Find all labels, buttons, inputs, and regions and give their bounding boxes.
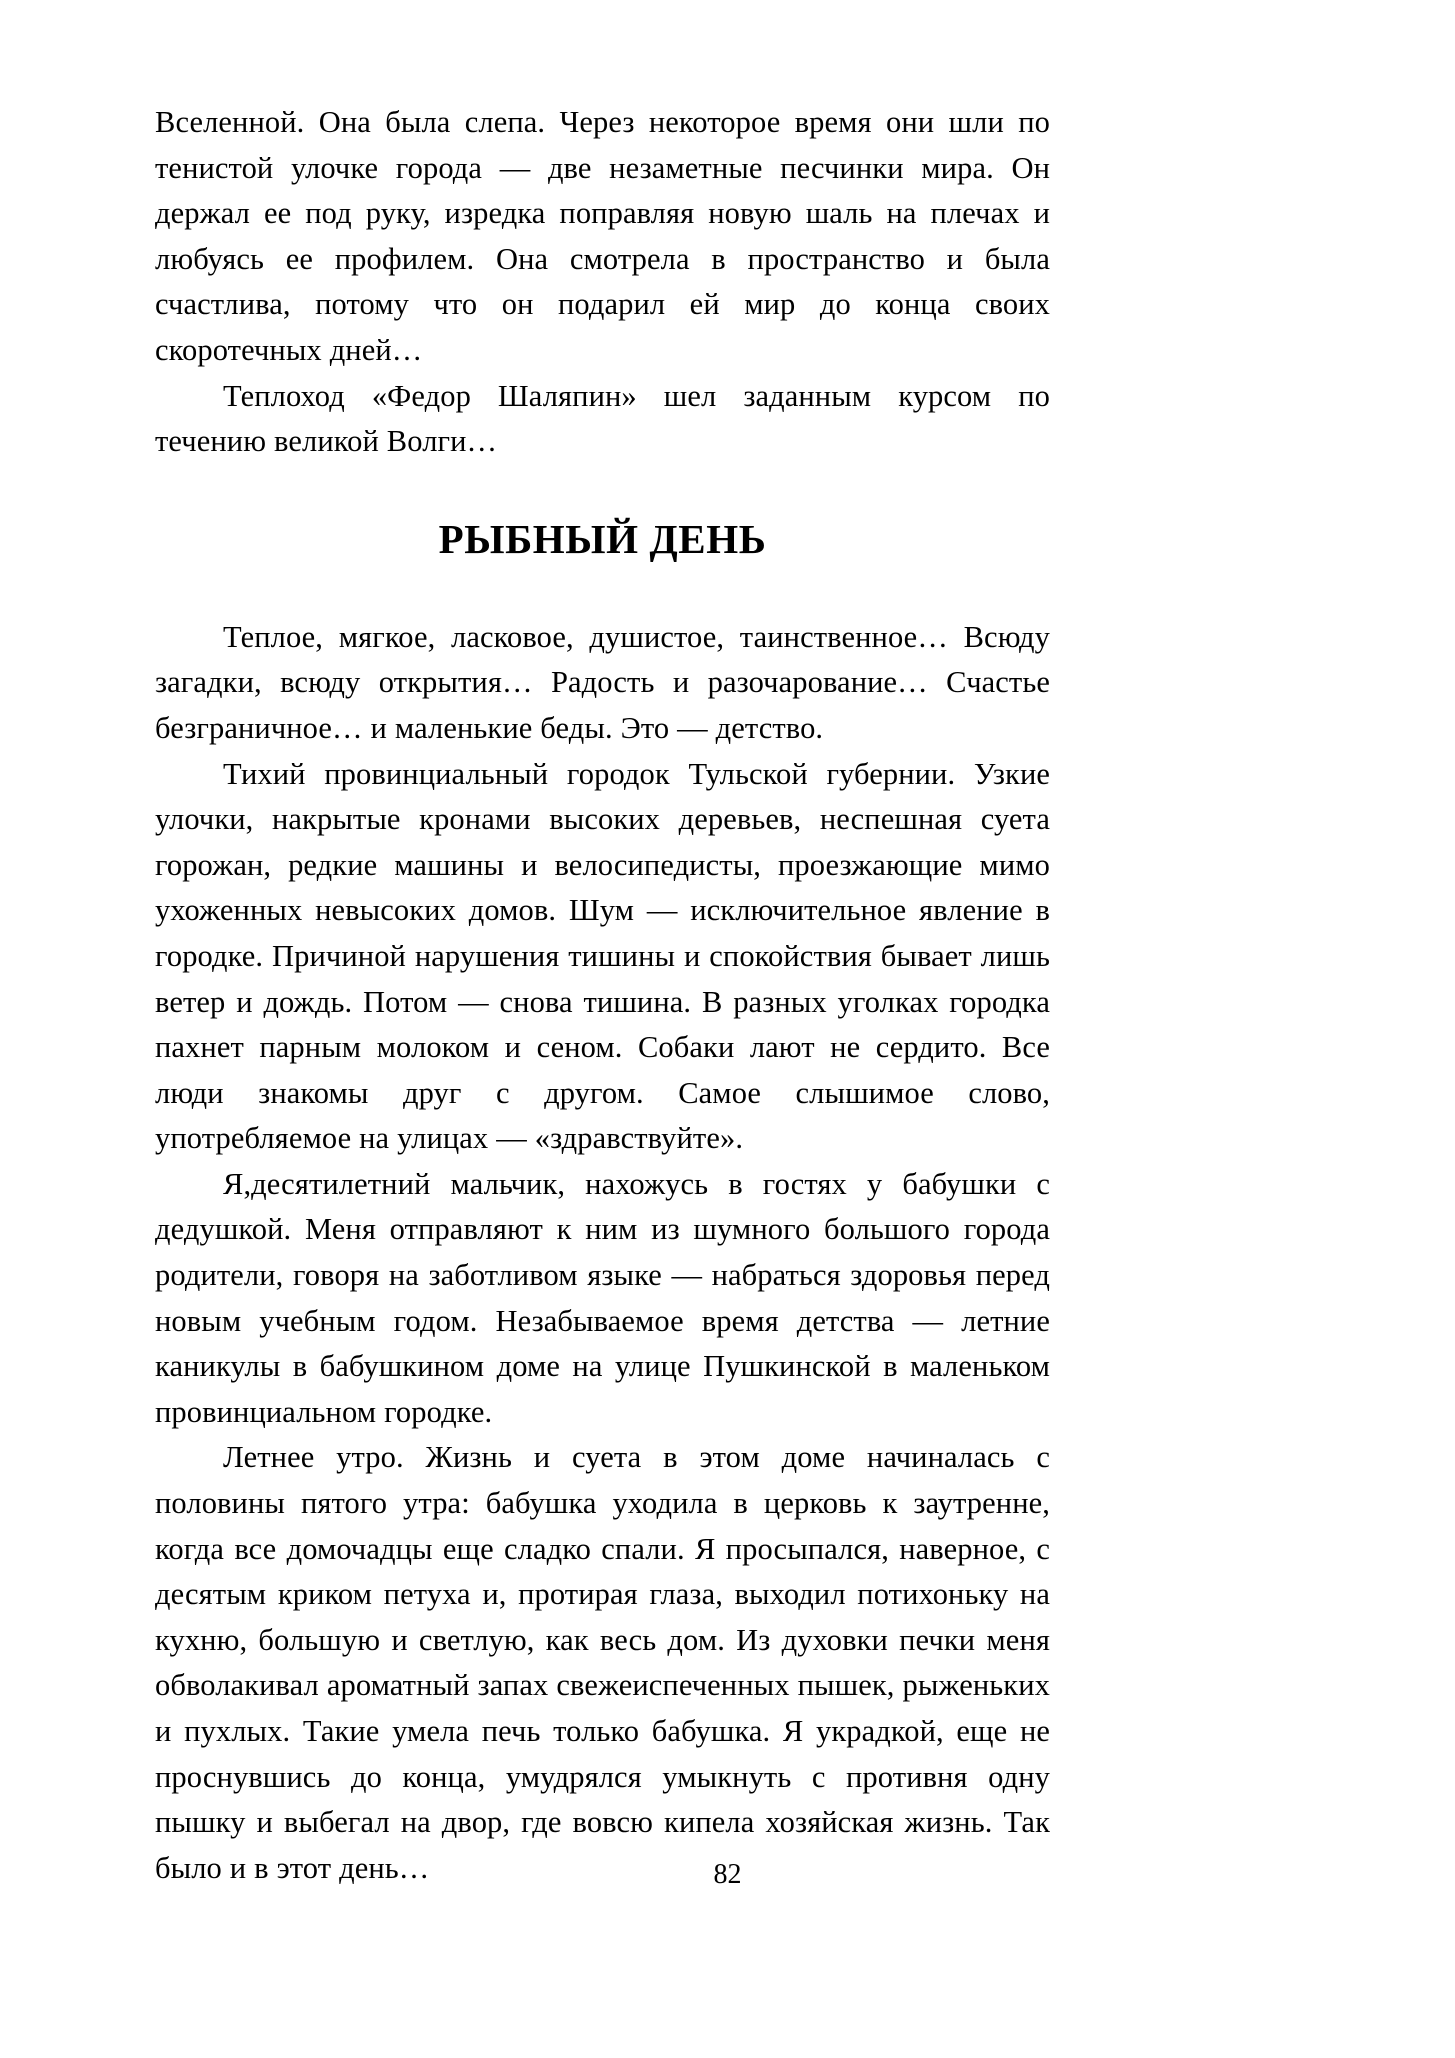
chapter-title: РЫБНЫЙ ДЕНЬ (438, 515, 767, 562)
paragraph-letnee-utro: Летнее утро. Жизнь и суета в этом доме начиналась с половины пятого утра: бабушка уходила в церковь к заутренне, когда все домочадцы еще сладко спали. Я просыпался, наверное, с десятым криком петуха и, протирая глаза, выходил потихоньку на кухню, большую и светлую, как весь дом. Из духовки печки меня обволакивал ароматный запах свежеиспеченных пышек, рыженьких и пухлых. Такие умела печь только бабушка. Я украдкой, еще не проснувшись до конца, умудрялся умыкнуть с противня одну пышку и выбегал на двор, где вовсю кипела хозяйская жизнь. Так было и в этот день… (155, 1440, 1050, 1885)
paragraph-teplohod: Теплоход «Федор Шаляпин» шел заданным курсом по течению великой Волги… (155, 378, 1050, 459)
paragraph-tihiy: Тихий провинциальный городок Тульской губернии. Узкие улочки, накрытые кронами высоких деревьев, неспешная суета горожан, редкие машины и велосипедисты, проезжающие мимо ухоженных невысоких домов. Шум — исключительное явление в городке. Причиной нарушения тишины и спокойствия бывает лишь ветер и дождь. Потом — снова тишина. В разных уголках городка пахнет парным молоком и сеном. Собаки лают не сердито. Все люди знакомы друг с другом. Самое слышимое слово, употребляемое на улицах — «здравствуйте». (155, 756, 1050, 1156)
paragraph-ya-desyatiletniy: Я,десятилетний мальчик, нахожусь в гостях у бабушки с дедушкой. Меня отправляют к ним из шумного большого города родители, говоря на заботливом языке — набраться здоровья перед новым учебным годом. Незабываемое время детства — летние каникулы в бабушкином доме на улице Пушкинской в маленьком провинциальном городке. (155, 1166, 1050, 1429)
title-spacer-top (155, 465, 1050, 515)
text-column (155, 100, 1050, 1891)
page-number: 82 (713, 1859, 742, 1890)
title-spacer-bottom (155, 563, 1050, 615)
paragraph-continued: Вселенной. Она была слепа. Через некоторое время они шли по тенистой улочке города — две незаметные песчинки мира. Он держал ее под руку, изредка поправляя новую шаль на плечах и любуясь ее профилем. Она смотрела в пространство и была счастлива, потому что он подарил ей мир до конца своих скоротечных дней… (155, 105, 1050, 367)
paragraph-teploe: Теплое, мягкое, ласковое, душистое, таинственное… Всюду загадки, всюду открытия… Радость и разочарование… Счастье безграничное… и маленькие беды. Это — детство. (155, 619, 1050, 745)
